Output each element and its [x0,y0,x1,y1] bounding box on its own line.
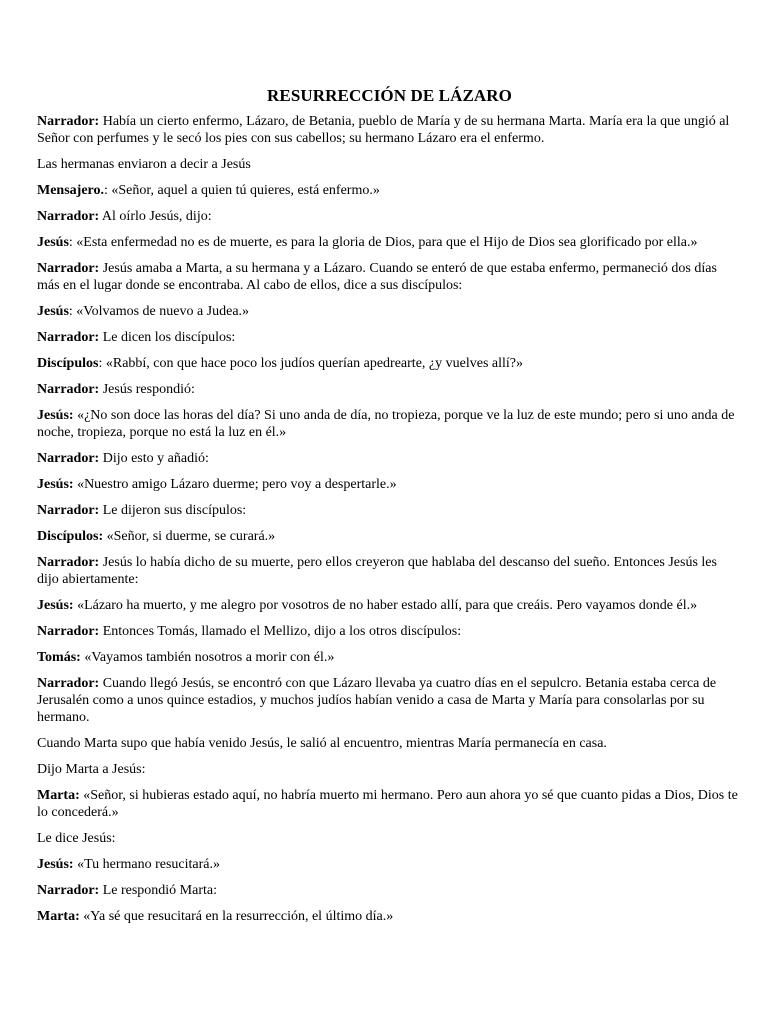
speaker-label: Mensajero. [37,183,104,198]
speaker-label: Narrador: [37,624,100,639]
speaker-label: Discípulos: [37,529,104,544]
speaker-label: Narrador: [37,209,100,224]
paragraph-text: «Nuestro amigo Lázaro duerme; pero voy a despertarle.» [73,477,397,492]
paragraph-text: : «Señor, aquel a quien tú quieres, está enfermo.» [104,183,380,198]
dialogue-paragraph [37,450,742,467]
paragraph-text: «Lázaro ha muerto, y me alegro por vosotros de no haber estado allí, para que creáis. Pero vayamos donde él.» [73,598,698,613]
speaker-label: Jesús: [37,477,74,492]
paragraph-text: «¿No son doce las horas del día? Si uno anda de día, no tropieza, porque ve la luz de este mundo; pero si uno anda de noche, tropieza, porque no está la luz en él.» [37,408,735,440]
dialogue-paragraph [37,182,742,199]
dialogue-paragraph [37,355,742,372]
speaker-label: Narrador: [37,261,100,276]
dialogue-paragraph [37,856,742,873]
dialogue-paragraph [37,407,742,441]
dialogue-paragraph [37,113,742,147]
speaker-label: Narrador: [37,382,100,397]
speaker-label: Marta: [37,909,80,924]
speaker-label: Jesús: [37,857,74,872]
paragraph-text: Entonces Tomás, llamado el Mellizo, dijo a los otros discípulos: [99,624,462,639]
paragraph-text: Jesús respondió: [99,382,195,397]
dialogue-paragraph [37,260,742,294]
speaker-label: Discípulos [37,356,99,371]
dialogue-paragraph [37,303,742,320]
paragraph-text: Jesús lo había dicho de su muerte, pero ellos creyeron que hablaba del descanso del sueño. Entonces Jesús les dijo abiertamente: [37,555,717,587]
paragraph-text: «Tu hermano resucitará.» [73,857,221,872]
dialogue-paragraph [37,476,742,493]
paragraph-text: «Señor, si duerme, se curará.» [103,529,276,544]
speaker-label: Narrador: [37,114,100,129]
paragraph-text: Dijo Marta a Jesús: [37,762,146,777]
dialogue-paragraph [37,156,742,173]
dialogue-paragraph [37,787,742,821]
dialogue-paragraph [37,735,742,752]
document-title: RESURRECCIÓN DE LÁZARO [267,86,512,105]
paragraph-text: «Vayamos también nosotros a morir con él.» [80,650,335,665]
speaker-label: Narrador: [37,555,100,570]
speaker-label: Jesús: [37,408,74,423]
paragraph-text: Cuando llegó Jesús, se encontró con que Lázaro llevaba ya cuatro días en el sepulcro. Betania estaba cerca de Jerusalén como a unos quince estadios, y muchos judíos habían venido a casa de Marta y María para consolarlas por su hermano. [37,676,717,725]
dialogue-paragraph [37,623,742,640]
paragraph-text: Le dijeron sus discípulos: [99,503,247,518]
paragraph-text: Le dice Jesús: [37,831,116,846]
paragraph-text: Jesús amaba a Marta, a su hermana y a Lázaro. Cuando se enteró de que estaba enfermo, permaneció dos días más en el lugar donde se encontraba. Al cabo de ellos, dice a sus discípulos: [37,261,717,293]
dialogue-paragraph [37,649,742,666]
paragraph-text: «Ya sé que resucitará en la resurrección, el último día.» [79,909,394,924]
dialogue-paragraph [37,528,742,545]
dialogue-paragraph [37,329,742,346]
dialogue-paragraph [37,381,742,398]
speaker-label: Jesús [37,304,69,319]
speaker-label: Narrador: [37,883,100,898]
dialogue-paragraph [37,882,742,899]
speaker-label: Jesús: [37,598,74,613]
speaker-label: Marta: [37,788,80,803]
dialogue-paragraph [37,597,742,614]
dialogue-paragraph [37,908,742,925]
speaker-label: Jesús [37,235,69,250]
dialogue-paragraph [37,675,742,726]
dialogue-paragraph [37,234,742,251]
paragraph-text: Le respondió Marta: [99,883,217,898]
dialogue-paragraph [37,554,742,588]
document-body [37,113,742,925]
paragraph-text: : «Volvamos de nuevo a Judea.» [68,304,250,319]
dialogue-paragraph [37,761,742,778]
speaker-label: Narrador: [37,451,100,466]
paragraph-text: Las hermanas enviaron a decir a Jesús [37,157,251,172]
speaker-label: Narrador: [37,330,100,345]
paragraph-text: Le dicen los discípulos: [99,330,236,345]
dialogue-paragraph [37,830,742,847]
paragraph-text: «Señor, si hubieras estado aquí, no habría muerto mi hermano. Pero aun ahora yo sé que cuanto pidas a Dios, Dios te lo concederá.» [37,788,738,820]
speaker-label: Narrador: [37,676,100,691]
paragraph-text: Dijo esto y añadió: [99,451,209,466]
dialogue-paragraph [37,208,742,225]
speaker-label: Tomás: [37,650,81,665]
paragraph-text: Había un cierto enfermo, Lázaro, de Betania, pueblo de María y de su hermana Marta. María era la que ungió al Señor con perfumes y le secó los pies con sus cabellos; su hermano Lázaro era el enfermo. [37,114,730,146]
speaker-label: Narrador: [37,503,100,518]
paragraph-text: Al oírlo Jesús, dijo: [99,209,212,224]
paragraph-text: : «Rabbí, con que hace poco los judíos querían apedrearte, ¿y vuelves allí?» [98,356,523,371]
paragraph-text: : «Esta enfermedad no es de muerte, es para la gloria de Dios, para que el Hijo de Dios sea glorificado por ella.» [68,235,698,250]
dialogue-paragraph [37,502,742,519]
paragraph-text: Cuando Marta supo que había venido Jesús, le salió al encuentro, mientras María permanecía en casa. [37,736,607,751]
